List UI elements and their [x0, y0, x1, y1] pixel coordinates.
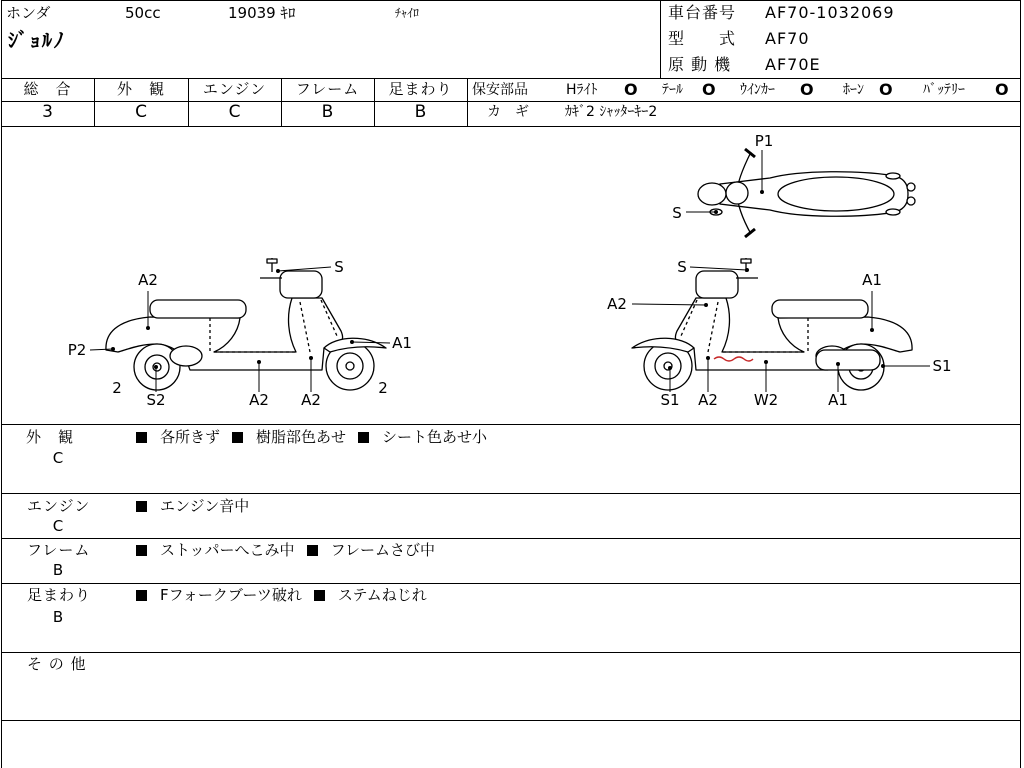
turn-signal-label: ｳｲﾝｶｰ [740, 82, 775, 98]
headlight-label: Hﾗｲﾄ [566, 82, 598, 98]
remarks-frame-items [136, 543, 435, 558]
remarks-suspension-grade: B [52, 608, 64, 626]
remarks-divider [1, 538, 1021, 539]
bullet-square-icon [136, 501, 147, 512]
grade-overall-label: 総 合 [23, 80, 72, 98]
engine-code-label: 原 動 機 [668, 55, 732, 74]
battery-ok-mark: O [995, 80, 1009, 99]
bullet-square-icon [136, 590, 147, 601]
remarks-divider [1, 493, 1021, 494]
diagram-bottom-line [1, 424, 1021, 425]
grade-column-divider [281, 78, 282, 126]
remark-text: Fフォークブーツ破れ [160, 586, 302, 604]
remarks-suspension-label: 足まわり [27, 586, 92, 604]
body-color: ﾁｬｲﾛ [395, 6, 420, 20]
damage-label: 2 [378, 379, 388, 397]
grade-engine-value: C [228, 102, 241, 122]
remark-item [136, 430, 220, 445]
remarks-frame-label: フレーム [27, 541, 91, 559]
remark-text: シート色あせ小 [382, 428, 488, 446]
remarks-engine-items [136, 499, 249, 514]
horn-label: ﾎｰﾝ [843, 82, 864, 98]
displacement: 50cc [125, 4, 161, 22]
bullet-square-icon [358, 432, 369, 443]
damage-label: A2 [249, 391, 269, 409]
remarks-suspension-items [136, 588, 427, 603]
grade-column-divider [467, 78, 468, 126]
damage-label: 2 [112, 379, 122, 397]
damage-label: A2 [698, 391, 718, 409]
horn-ok-mark: O [879, 80, 893, 99]
taillight-ok-mark: O [702, 80, 716, 99]
grade-exterior-label: 外 観 [116, 80, 165, 98]
remark-item [232, 430, 346, 445]
remark-item [358, 430, 487, 445]
model-code-label: 型 式 [668, 29, 737, 48]
diagram-top-line [1, 126, 1021, 127]
damage-label: A2 [301, 391, 321, 409]
remark-item [136, 588, 302, 603]
mileage-value: 19039 [228, 4, 276, 22]
damage-label: S [677, 258, 687, 276]
remark-text: ストッパーへこみ中 [160, 541, 295, 559]
model-code-value: AF70 [765, 29, 810, 48]
remark-item [136, 543, 295, 558]
muffler-outline [816, 350, 880, 370]
damage-label: A1 [392, 334, 412, 352]
keys-label: カ ギ [487, 104, 529, 120]
grade-suspension-label: 足まわり [388, 80, 453, 98]
frame-number-value: AF70-1032069 [765, 3, 895, 22]
remark-item [307, 543, 435, 558]
remark-text: ステムねじれ [337, 586, 427, 604]
remarks-engine-grade: C [52, 517, 64, 535]
remarks-exterior-label: 外 観 [26, 428, 75, 446]
damage-label: A2 [138, 271, 158, 289]
battery-label: ﾊﾞｯﾃﾘｰ [923, 82, 965, 98]
damage-label: P1 [754, 132, 774, 150]
grade-row-divider [1, 101, 1021, 102]
remarks-divider [1, 652, 1021, 653]
remark-text: エンジン音中 [160, 497, 250, 515]
grade-frame-label: フレーム [295, 80, 360, 98]
damage-label: A1 [828, 391, 848, 409]
grade-column-divider [188, 78, 189, 126]
grade-engine-label: エンジン [202, 80, 267, 98]
turn-signal-ok-mark: O [800, 80, 814, 99]
damage-label: S2 [146, 391, 166, 409]
remarks-divider [1, 583, 1021, 584]
bullet-square-icon [136, 545, 147, 556]
damage-label: W2 [753, 391, 779, 409]
damage-label: S1 [932, 357, 952, 375]
damage-label: S [334, 258, 344, 276]
maker: ホンダ [6, 4, 51, 22]
damage-diagram [0, 126, 1020, 424]
grade-overall-value: 3 [42, 102, 53, 122]
mileage [228, 6, 296, 21]
model-name: ｼﾞｮﾙﾉ [8, 28, 66, 52]
damage-label: S [672, 204, 682, 222]
header-divider [660, 0, 661, 78]
remark-text: 樹脂部色あせ [256, 428, 347, 446]
frame-number-label: 車台番号 [668, 3, 737, 22]
remarks-engine-label: エンジン [27, 497, 91, 515]
keys-value: ｶｷﾞ2 ｼｬｯﾀｰｷｰ2 [565, 104, 658, 120]
bullet-square-icon [232, 432, 243, 443]
safety-parts-label: 保安部品 [472, 82, 528, 98]
damage-label: P2 [67, 341, 87, 359]
mileage-unit: ｷﾛ [280, 4, 296, 22]
remarks-exterior-grade: C [52, 449, 64, 467]
damage-label: A2 [607, 295, 627, 313]
remarks-exterior-items [136, 430, 487, 445]
engine-code-value: AF70E [765, 55, 821, 74]
remarks-frame-grade: B [52, 561, 64, 579]
top-view-scooter [698, 149, 915, 237]
damage-label: S1 [660, 391, 680, 409]
remarks-other-label: そ の 他 [27, 655, 87, 673]
remark-item [314, 588, 427, 603]
bullet-square-icon [136, 432, 147, 443]
grade-frame-value: B [321, 102, 334, 122]
remarks-divider [1, 720, 1021, 721]
taillight-label: ﾃｰﾙ [662, 82, 683, 98]
grade-exterior-value: C [135, 102, 147, 122]
headlight-ok-mark: O [624, 80, 638, 99]
frame-top-line [1, 0, 1021, 1]
grade-column-divider [94, 78, 95, 126]
bullet-square-icon [307, 545, 318, 556]
grade-column-divider [374, 78, 375, 126]
bullet-square-icon [314, 590, 325, 601]
remark-item [136, 499, 249, 514]
grade-suspension-value: B [414, 102, 427, 122]
header-bottom-line [1, 78, 1021, 79]
damage-label: A1 [862, 271, 882, 289]
remark-text: フレームさび中 [330, 541, 435, 559]
remark-text: 各所きず [160, 428, 221, 446]
